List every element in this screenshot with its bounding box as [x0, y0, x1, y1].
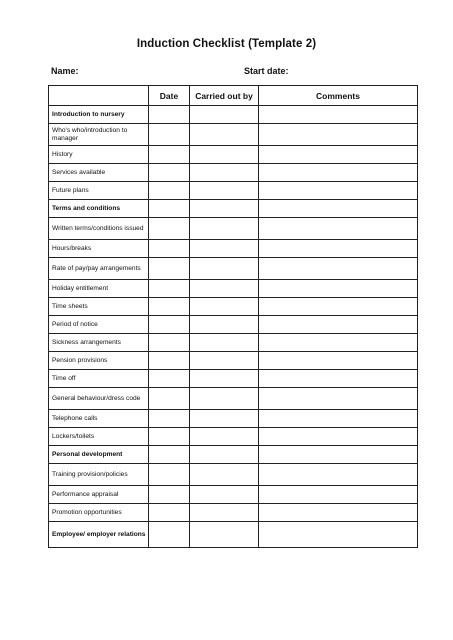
- table-row: [49, 218, 418, 240]
- table-row: [49, 352, 418, 370]
- checklist-item-cell: Lockers/toilets: [49, 428, 149, 446]
- carried-out-by-cell[interactable]: [190, 106, 259, 124]
- date-cell[interactable]: [149, 352, 190, 370]
- date-cell[interactable]: [149, 146, 190, 164]
- date-cell[interactable]: [149, 388, 190, 410]
- carried-out-by-cell[interactable]: [190, 258, 259, 280]
- table-row: [49, 106, 418, 124]
- checklist-item-cell: Performance appraisal: [49, 486, 149, 504]
- date-cell[interactable]: [149, 504, 190, 522]
- checklist-item-cell: Time sheets: [49, 298, 149, 316]
- section-heading-cell: Terms and conditions: [49, 200, 149, 218]
- checklist-item-cell: Written terms/conditions issued: [49, 218, 149, 240]
- section-heading-cell: Employee/ employer relations: [49, 522, 149, 548]
- comments-cell[interactable]: [259, 504, 418, 522]
- checklist-item-cell: Pension provisions: [49, 352, 149, 370]
- table-row: [49, 200, 418, 218]
- comments-cell[interactable]: [259, 280, 418, 298]
- carried-out-by-cell[interactable]: [190, 370, 259, 388]
- date-cell[interactable]: [149, 280, 190, 298]
- carried-out-by-cell[interactable]: [190, 464, 259, 486]
- table-row: [49, 486, 418, 504]
- checklist-item-cell: Time off: [49, 370, 149, 388]
- date-cell[interactable]: [149, 446, 190, 464]
- comments-cell[interactable]: [259, 334, 418, 352]
- carried-out-by-cell[interactable]: [190, 164, 259, 182]
- date-column-header: Date: [149, 86, 190, 106]
- table-row: [49, 446, 418, 464]
- comments-cell[interactable]: [259, 164, 418, 182]
- item-column-header: [49, 86, 149, 106]
- comments-cell[interactable]: [259, 410, 418, 428]
- table-row: [49, 428, 418, 446]
- checklist-item-cell: General behaviour/dress code: [49, 388, 149, 410]
- comments-cell[interactable]: [259, 370, 418, 388]
- table-header-row: [49, 86, 418, 106]
- table-row: [49, 522, 418, 548]
- checklist-item-cell: Sickness arrangements: [49, 334, 149, 352]
- table-row: [49, 280, 418, 298]
- table-row: [49, 164, 418, 182]
- carried-out-by-column-header: Carried out by: [190, 86, 259, 106]
- comments-cell[interactable]: [259, 352, 418, 370]
- carried-out-by-cell[interactable]: [190, 428, 259, 446]
- date-cell[interactable]: [149, 200, 190, 218]
- date-cell[interactable]: [149, 334, 190, 352]
- induction-checklist-table: [48, 85, 418, 548]
- checklist-item-cell: Who's who/introduction to manager: [49, 124, 149, 146]
- table-row: [49, 504, 418, 522]
- checklist-item-cell: Future plans: [49, 182, 149, 200]
- comments-cell[interactable]: [259, 298, 418, 316]
- section-heading-cell: Personal development: [49, 446, 149, 464]
- carried-out-by-cell[interactable]: [190, 522, 259, 548]
- comments-cell[interactable]: [259, 388, 418, 410]
- checklist-item-cell: Training provision/policies: [49, 464, 149, 486]
- checklist-body: [49, 106, 418, 548]
- date-cell[interactable]: [149, 164, 190, 182]
- date-cell[interactable]: [149, 486, 190, 504]
- table-row: [49, 240, 418, 258]
- date-cell[interactable]: [149, 124, 190, 146]
- date-cell[interactable]: [149, 218, 190, 240]
- carried-out-by-cell[interactable]: [190, 410, 259, 428]
- date-cell[interactable]: [149, 240, 190, 258]
- date-cell[interactable]: [149, 410, 190, 428]
- table-row: [49, 182, 418, 200]
- carried-out-by-cell[interactable]: [190, 352, 259, 370]
- date-cell[interactable]: [149, 258, 190, 280]
- date-cell[interactable]: [149, 106, 190, 124]
- carried-out-by-cell[interactable]: [190, 200, 259, 218]
- date-cell[interactable]: [149, 428, 190, 446]
- table-row: [49, 334, 418, 352]
- carried-out-by-cell[interactable]: [190, 218, 259, 240]
- comments-cell[interactable]: [259, 124, 418, 146]
- carried-out-by-cell[interactable]: [190, 486, 259, 504]
- comments-cell[interactable]: [259, 218, 418, 240]
- comments-cell[interactable]: [259, 240, 418, 258]
- checklist-item-cell: Hours/breaks: [49, 240, 149, 258]
- checklist-item-cell: Rate of pay/pay arrangements: [49, 258, 149, 280]
- checklist-item-cell: Telephone calls: [49, 410, 149, 428]
- checklist-item-cell: History: [49, 146, 149, 164]
- carried-out-by-cell[interactable]: [190, 316, 259, 334]
- date-cell[interactable]: [149, 464, 190, 486]
- comments-cell[interactable]: [259, 486, 418, 504]
- comments-cell[interactable]: [259, 146, 418, 164]
- date-cell[interactable]: [149, 298, 190, 316]
- comments-cell[interactable]: [259, 428, 418, 446]
- carried-out-by-cell[interactable]: [190, 298, 259, 316]
- carried-out-by-cell[interactable]: [190, 146, 259, 164]
- page-title: Induction Checklist (Template 2): [136, 38, 317, 50]
- carried-out-by-cell[interactable]: [190, 240, 259, 258]
- table-row: [49, 124, 418, 146]
- table-row: [49, 298, 418, 316]
- comments-cell[interactable]: [259, 258, 418, 280]
- date-cell[interactable]: [149, 522, 190, 548]
- table-row: [49, 464, 418, 486]
- table-row: [49, 146, 418, 164]
- comments-cell[interactable]: [259, 446, 418, 464]
- table-row: [49, 388, 418, 410]
- start-date-label: Start date:: [244, 66, 289, 76]
- comments-cell[interactable]: [259, 200, 418, 218]
- comments-cell[interactable]: [259, 106, 418, 124]
- checklist-item-cell: Services available: [49, 164, 149, 182]
- carried-out-by-cell[interactable]: [190, 334, 259, 352]
- carried-out-by-cell[interactable]: [190, 446, 259, 464]
- date-cell[interactable]: [149, 182, 190, 200]
- comments-cell[interactable]: [259, 522, 418, 548]
- checklist-item-cell: Promotion opportunities: [49, 504, 149, 522]
- comments-cell[interactable]: [259, 316, 418, 334]
- table-row: [49, 258, 418, 280]
- carried-out-by-cell[interactable]: [190, 280, 259, 298]
- checklist-item-cell: Holiday entitlement: [49, 280, 149, 298]
- table-row: [49, 410, 418, 428]
- table-row: [49, 370, 418, 388]
- date-cell[interactable]: [149, 316, 190, 334]
- comments-cell[interactable]: [259, 464, 418, 486]
- table-row: [49, 316, 418, 334]
- carried-out-by-cell[interactable]: [190, 182, 259, 200]
- carried-out-by-cell[interactable]: [190, 388, 259, 410]
- name-label: Name:: [51, 66, 79, 76]
- comments-column-header: Comments: [259, 86, 418, 106]
- checklist-item-cell: Period of notice: [49, 316, 149, 334]
- carried-out-by-cell[interactable]: [190, 504, 259, 522]
- comments-cell[interactable]: [259, 182, 418, 200]
- date-cell[interactable]: [149, 370, 190, 388]
- section-heading-cell: Introduction to nursery: [49, 106, 149, 124]
- carried-out-by-cell[interactable]: [190, 124, 259, 146]
